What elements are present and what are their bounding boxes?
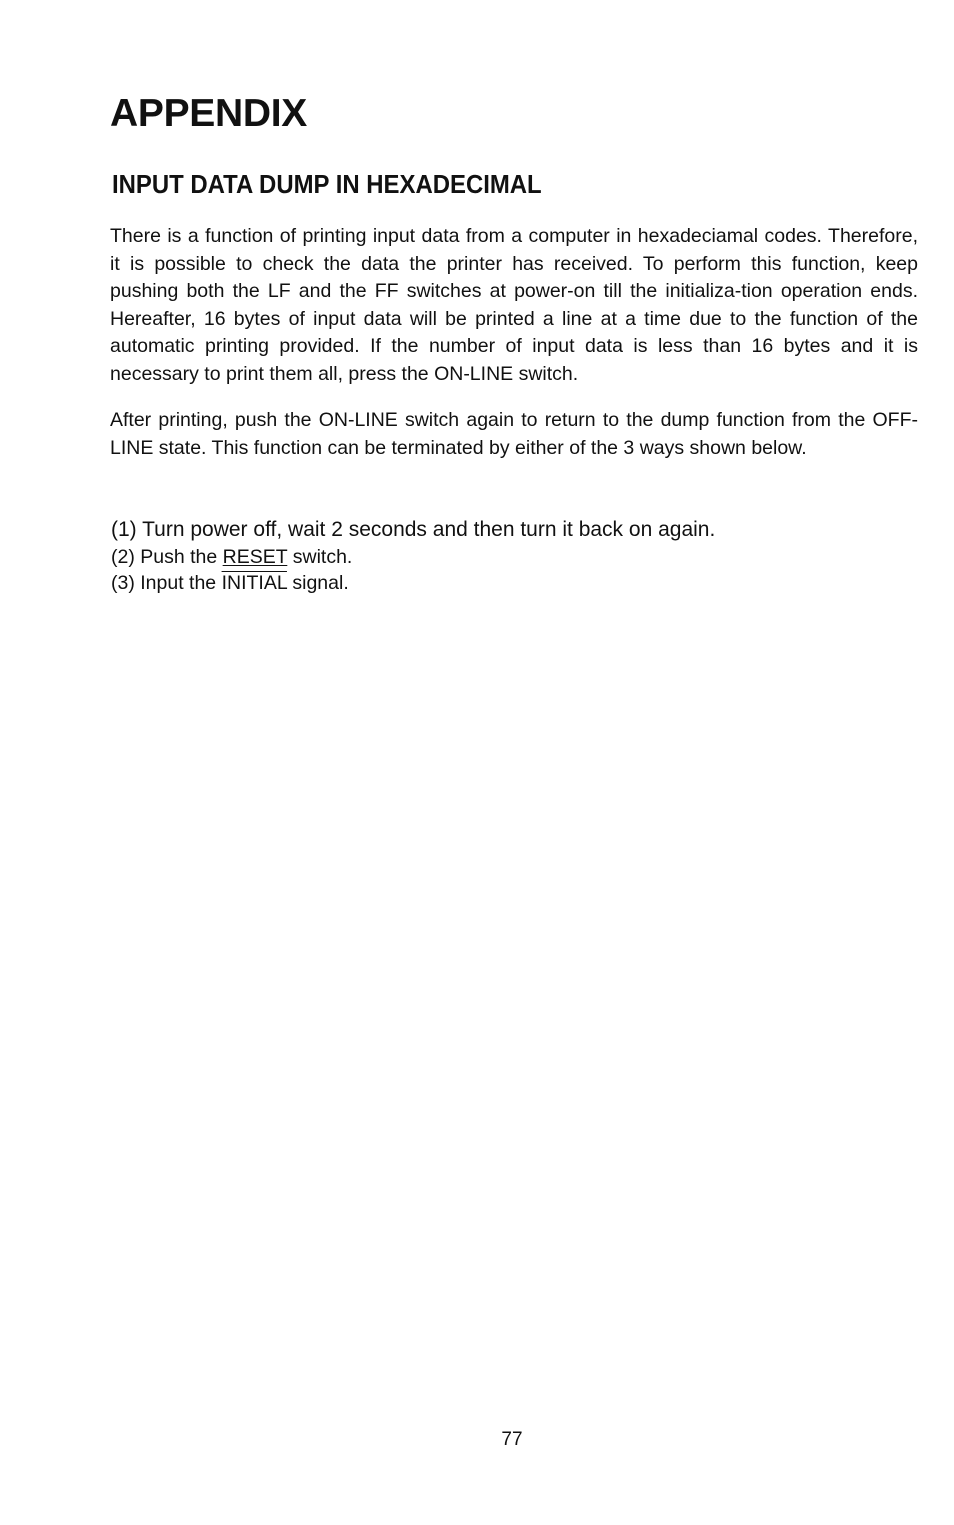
step-power-cycle: (1) Turn power off, wait 2 seconds and then turn it back on again.	[111, 518, 716, 541]
page-number: 77	[501, 1429, 523, 1450]
initial-signal-label: INITIAL	[221, 572, 287, 594]
reset-switch-label: RESET	[222, 546, 288, 568]
step-reset-suffix: switch.	[287, 546, 353, 568]
intro-paragraph: There is a function of printing input data from a computer in hexadeciamal codes. Therefore, it is possible to check the data the printer has received. To perform this function, keep pushing both the LF and the FF switches at power-on till the initializa-tion operation ends. Hereafter, 16 bytes of input data will be printed a line at a time due to the function of the automatic printing provided. If the number of input data is less than 16 bytes and it is necessary to print them all, press the ON-LINE switch.	[110, 225, 918, 385]
termination-steps-list	[111, 515, 919, 596]
section-title: INPUT DATA DUMP IN HEXADECIMAL	[112, 169, 542, 199]
step-reset-prefix: (2) Push the	[111, 546, 223, 568]
page-title: APPENDIX	[110, 92, 307, 135]
step-initial-prefix: (3) Input the	[111, 572, 222, 594]
termination-paragraph: After printing, push the ON-LINE switch again to return to the dump function from the OFF-LINE state. This function can be terminated by either of the 3 ways shown below.	[110, 409, 918, 459]
step-initial-signal	[111, 570, 919, 596]
step-initial-suffix: signal.	[286, 572, 349, 594]
step-reset-switch	[111, 544, 919, 570]
